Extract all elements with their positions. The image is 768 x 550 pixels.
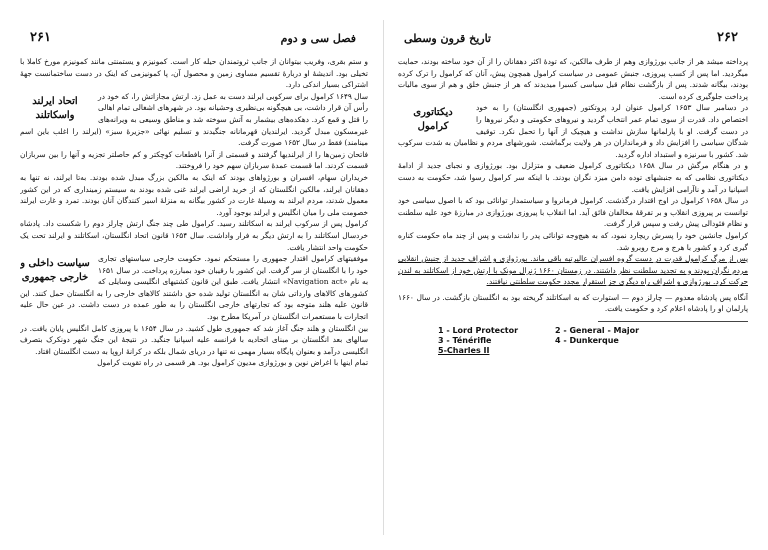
paragraph: بین انگلستان و هلند جنگ آغاز شد که جمهوری طول کشید. در سال ۱۶۵۴ با پیروزی کامل انگلیس پایان یافت. در سالهای بعد انگلستان بر مبنای اتحادیه با فرانسه علیه اسپانیا جنگید. در نتیجهٔ این جنگ شهر دونکرک بتصرف انگلیسی درآمد و بعنوان پایگاه بسیار مهمی نه تنها در دریای شمال بلکه در کرانهٔ اروپا به دست انگلستان افتاد. bbox=[20, 323, 368, 356]
side-heading-ireland-scotland: اتحاد ایرلند واسکاتلند bbox=[32, 95, 78, 121]
paragraph: پرداخته میشد هر از جانب بورژوازی وهم از طرف مالکین، که تودهٔ اکثر دهقانان را از آن خود ساخته بودند، حمایت میگردید. اما پس از کسب پیروزی، جنبش عمومی در سیاست کرامول همچون پیش، آنان که کرامول را ترک کرده بودند، بیگانه شدند. پس از بازگشت نظام قبل سیاسی کسبرا میدیدند که هر از جنبش خلق و هم از سوی مالیات پرداخت جلوگیری کرده است. bbox=[398, 57, 748, 101]
side-heading-cromwell-dictatorship: دیکتاتوری کرامول bbox=[413, 107, 453, 133]
right-body-text bbox=[398, 56, 748, 315]
left-page-header bbox=[20, 30, 368, 50]
paragraph: تمام اینها با اغراض نوین و بورژوازی مدیون کرامول بود. هر قسمی در راه تقویت کرامول bbox=[97, 358, 368, 368]
left-body-text bbox=[20, 56, 368, 369]
paragraph: پس از مرگ کرامول قدرت در دست گروه افسران عالیرتبه باقی ماند. بورژوازی و اشراف جدید از جنبش انقلابی مردم نگران بودند و به تجدید سلطنت نظر داشتند. در زمستان ۱۶۶۰ ژنرال مونک با ارتش خود از اسکاتلند به لندن حرکت کرد. بورژوازی و اشراف راه دیگری جز استقرار مجدد حکومت سلطنتی نیافتند. bbox=[398, 254, 748, 287]
paragraph: در سال ۱۶۵۸ کرامول در اوج اقتدار درگذشت. کرامول فرمانروا و سیاستمدار توانائی بود که با اصول سیاسی خود توانست بر پیروزی انقلاب و بر تفرقهٔ مخالفان فائق آید. اما انقلاب با پیروزی بورژوازی در مبارزهٔ خود علیه سلطنت و نظام فئودالی پیش رفت و سپس قرار گرفت. bbox=[398, 196, 748, 229]
left-page bbox=[20, 30, 368, 530]
paragraph: خریداران سهام، افسران و بورژواهای بودند که اینک به مالکین بزرگ مبدل شده بودند. به‌تا ایرلند، نه تنها به دهقانان ایرلند، مالکین انگلستان که از خرید اراضی ایرلند غنی شده بودند به سیستم زمینداری که در این کشور معمول شدند، مردم ایرلند به وسیلهٔ غارت در کشور بیگانه به منزلهٔ اسیر کنندگان آنان بودند. تمرد و غارت ایرلند خصومت ملی را میان انگلیس و ایرلند بوجود آورد. bbox=[20, 172, 368, 217]
right-page-header bbox=[398, 30, 748, 50]
footnote: 4 - Dunkerque bbox=[555, 336, 619, 346]
paragraph: کرامول جانشین خود را پسرش ریچارد نمود، که به هیچ‌وجه توانائی پدر را نداشت و پس از چند ماه حکومت کناره گیری کرد و کشور با هرج و مرج روبرو شد. bbox=[398, 230, 748, 252]
right-page bbox=[398, 30, 748, 530]
footnote: 3 - Ténérifle bbox=[438, 336, 492, 346]
footnote: 5-Charles II bbox=[438, 346, 490, 356]
footnote: 1 - Lord Protector bbox=[438, 326, 519, 336]
paragraph: کرامول پس از سرکوب ایرلند به اسکاتلند رسید. کرامول طی چند جنگ ارتش چارلز دوم را شکست داد. پادشاه خردسال اسکاتلند را به ارتش دیگر به فرار واداشت. سال ۱۶۵۴ قانون اتحاد انگلستان، اسکاتلند و ایرلند تحت یک حکومت واحد انتشار یافت. bbox=[20, 219, 368, 252]
paragraph: در دسامبر سال ۱۶۵۳ کرامول عنوان لرد پروتکتور (جمهوری انگلستان) را به خود اختصاص داد. قدرت از سوی تمام عمر انتخاب گردید و نیروهای حکومتی و دیگر نیروها را در دست گرفت. او با پارلمانها سازش نداشت و هیچیک از آنها را تحمل نکرد. توقیف شدگان سیاسی را افزایش داد و فرمانداران در هر ولایت برگماشت. شورشهای مردم و نظامیان به شدت سرکوب شد. کشور با سرنیزه و استبداد اداره گردید. bbox=[398, 103, 748, 159]
right-book-title: تاریخ قرون وسطی bbox=[404, 32, 491, 45]
footnote-rule bbox=[598, 321, 748, 322]
right-page-number: ۲۶۲ bbox=[717, 30, 738, 45]
paragraph: و در هنگام مرگش در سال ۱۶۵۸ دیکتاتوری کرامول ضعیف و متزلزل بود. بورژوازی و نجبای جدید از ادامهٔ دیکتاتوری نظامی که به جنبشهای توده دامن میزد نگران بودند. با اینکه سر کرامول رسوا شد، حکومت به دست اسپانیا در آمد و ناآرامی افزایش یافت. bbox=[398, 161, 748, 194]
paragraph: سال ۱۶۴۹ کرامول برای سرکوبی ایرلند دست به عمل زد. ارتش مجازاتش را، که خود در رأس آن قرار داشت، بی هیچگونه بی‌نظیری وحشیانه بود. در شهرهای اشغالی تمام اهالی را قتل و قمع کرد. دهکده‌های بیشمار به آتش سوخته شد و مناطق وسیعی به ویرانه‌های غیرمسکون مبدل گردید. ایرلندیان قهرمانانه جنگیدند و تسلیم نهائی «جزیرهٔ سبز» (ایرلند را اغلب باین اسم مینامند) فقط در سال ۱۶۵۲ صورت گرفت. bbox=[20, 91, 368, 148]
paragraph: آنگاه پس پادشاه معدوم — چارلز دوم — استوارت که به اسکاتلند گریخته بود به انگلستان بازگشت. در سال ۱۶۶۰ پارلمان او را پادشاه اعلام کرد و حکومت یافت. bbox=[398, 292, 748, 314]
left-page-number: ۲۶۱ bbox=[30, 30, 51, 45]
left-chapter-title: فصل سی و دوم bbox=[280, 32, 356, 45]
page-gutter bbox=[383, 20, 384, 535]
paragraph: موفقیتهای کرامول اقتدار جمهوری را مستحکم نمود. حکومت خارجی سیاستهای تجاری خود را با انگلستان از سر گرفت. این کشور با رقیبان خود بمبارزه پرداخت. در سال ۱۶۵۱ به نام «Navigation act» انتشار یافت. طبق این قانون کشتیهای انگلیسی وسایلی که کشورهای کالاهای وارداتی شان به انگلستان تولید شده حق داشتند کالاهای خارجی را به انگلستان حمل کنند. این قانون علیه هلند متوجه بود که تجارتهای خارجی انگلستان را به طور عمده در دست داشت. در عین حال علیه اتجارات با مستعمرات انگلستان در آمریکا مطرح بود. bbox=[20, 254, 368, 322]
footnote: 2 - General - Major bbox=[555, 326, 640, 336]
paragraph: و ستم بقری، وفریب بیتوانان از جانب ثروتمندان حیله کار است. کمونیزم و یستمنتی مانند کمونیزم مورخ کاملا با تخیلی بود. اندیشۀ او دربارۀ تقسیم مساوی زمین و محصول آن، پا کمونیزمی که اینک در دست ساختمانست جهۀ اشتراکی بسیار اندکی دارد. bbox=[20, 57, 368, 90]
side-heading-politics: سیاست داخلی و خارجی جمهوری bbox=[20, 258, 90, 284]
paragraph: فاتحان زمین‌ها را از ایرلندیها گرفتند و قسمتی از آنرا بافطعات کوچکتر و کم حاصلتر تجزیه و آنها را بین سربازان قسمت کردند. اما قسمت عمدهٔ سربازان سهم خود را فروختند. bbox=[20, 149, 368, 171]
footnotes bbox=[438, 326, 658, 355]
